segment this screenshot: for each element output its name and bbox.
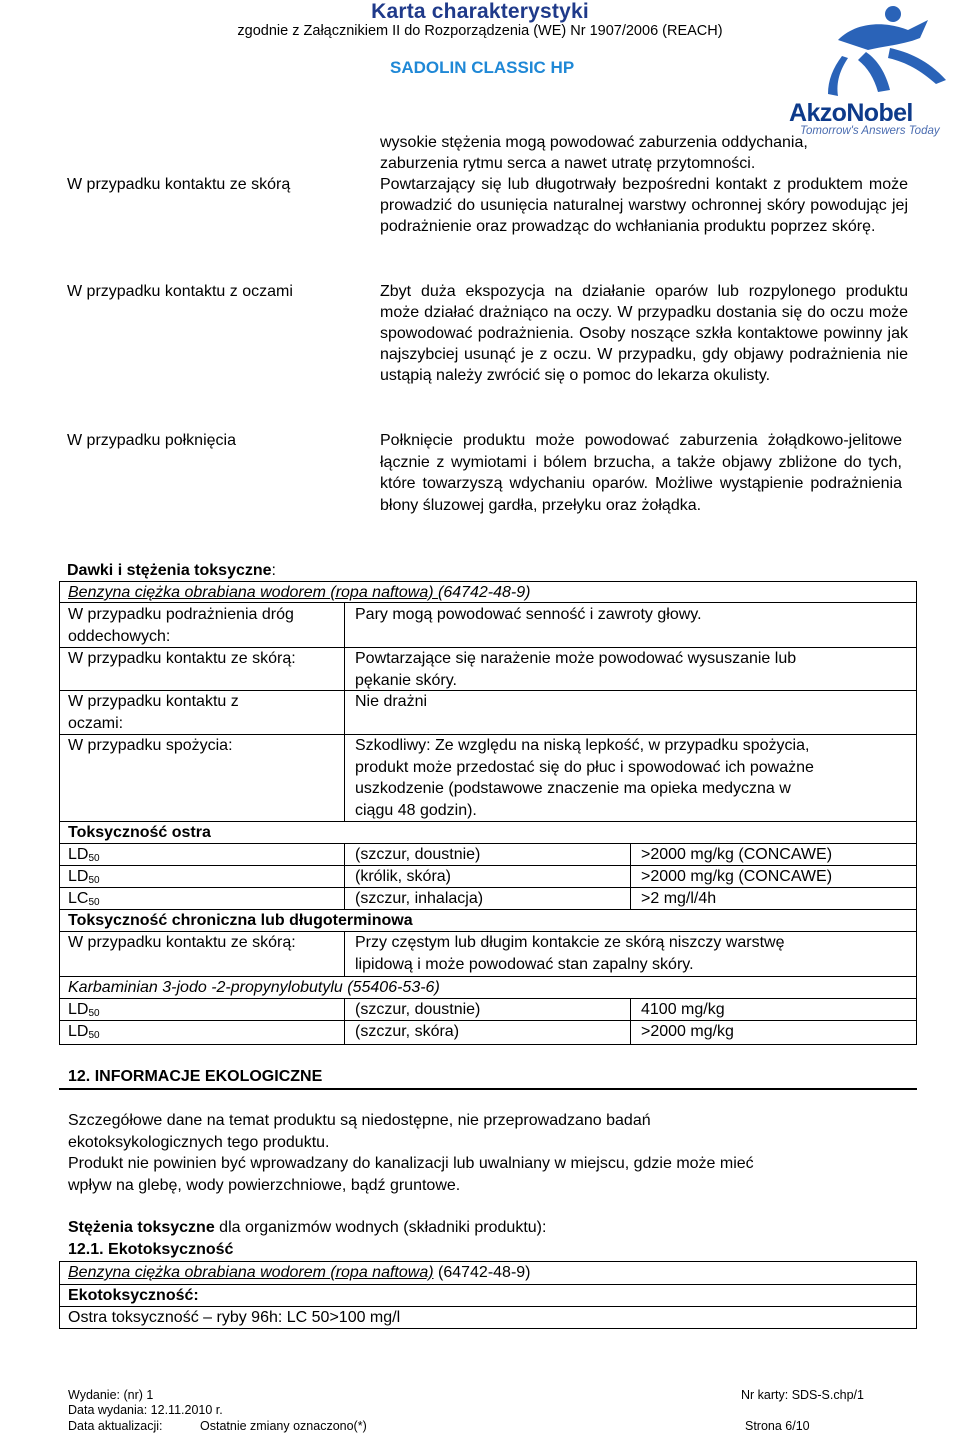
footer-card-number: Nr karty: SDS-S.chp/1 [741, 1388, 864, 1402]
resp-label [68, 604, 294, 647]
substance-1-row [68, 582, 530, 604]
text-line: zaburzenia rytmu serca a nawet utratę przytomności. [380, 155, 756, 172]
skin-label: W przypadku kontaktu ze skórą: [68, 650, 296, 667]
param-sub: 50 [88, 1008, 100, 1019]
tox-doses-heading [67, 560, 276, 582]
text-line: pękanie skóry. [355, 671, 457, 689]
table-rule [630, 998, 631, 1045]
text-line: uszkodzenie (podstawowe znaczenie ma opieka medyczna w [355, 780, 791, 797]
text-line: ekotoksykologicznych tego produktu. [68, 1133, 330, 1151]
ecotox-substance-cas: (64742-48-9) [433, 1264, 531, 1281]
param-sub: 50 [88, 897, 100, 908]
table-rule [344, 602, 345, 821]
ecotox-substance [68, 1262, 531, 1284]
table-rule [344, 931, 345, 976]
text-line: oddechowych: [68, 627, 171, 645]
inhalation-continuation [380, 132, 910, 174]
sub2-row-2-route: (szczur, skóra) [355, 1023, 460, 1040]
sub2-row-1-value: 4100 mg/kg [641, 1001, 725, 1018]
aquatic-tox-line [68, 1217, 546, 1239]
eye-contact-label: W przypadku kontaktu z oczami [67, 283, 293, 300]
text-line: W przypadku podrażnienia dróg [68, 606, 294, 623]
tox-heading-colon: : [271, 562, 276, 579]
product-name: SADOLIN CLASSIC HP [390, 58, 575, 77]
aquatic-tox-bold: Stężenia toksyczne [68, 1219, 215, 1236]
param-base: LD [68, 1001, 89, 1018]
text-line: wysokie stężenia mogą powodować zaburzenia oddychania, [380, 134, 808, 151]
chronic-label: W przypadku kontaktu ze skórą: [68, 934, 296, 951]
document-title: Karta charakterystyki [371, 0, 589, 23]
param-base: LD [68, 1023, 89, 1040]
param-sub: 50 [88, 1030, 100, 1041]
text-line: W przypadku kontaktu z [68, 693, 239, 710]
table-rule [344, 998, 345, 1045]
acute-row-2-route: (królik, skóra) [355, 868, 452, 885]
skin-value [355, 648, 796, 691]
acute-row-3-route: (szczur, inhalacja) [355, 890, 484, 907]
sub2-row-2-param [68, 1021, 100, 1047]
ecotox-substance-name: Benzyna ciężka obrabiana wodorem (ropa naftowa) [68, 1264, 434, 1281]
footer-edition: Wydanie: (nr) 1 [68, 1388, 154, 1402]
skin-contact-text: Powtarzający się lub długotrwały bezpośredni kontakt z produktem może prowadzić do usunięcia naturalnej warstwy ochronnej skóry powodując jej podrażnienie oraz prowadząc do wchłaniania produktu poprzez skórę. [380, 176, 908, 235]
acute-row-1-value: >2000 mg/kg (CONCAWE) [641, 846, 833, 863]
ecotox-value: Ostra toksyczność – ryby 96h: LC 50>100 mg/l [68, 1309, 401, 1326]
ecotox-label: Ekotoksyczność: [68, 1287, 199, 1304]
chronic-value [355, 932, 784, 975]
logo-wordmark: AkzoNobel [789, 99, 913, 127]
text-line: ciągu 48 godzin). [355, 801, 477, 819]
ingestion-label: W przypadku spożycia: [68, 737, 233, 754]
param-sub: 50 [88, 875, 100, 886]
acute-tox-heading: Toksyczność ostra [68, 824, 211, 841]
acute-row-3-value: >2 mg/l/4h [641, 890, 717, 907]
eco-para-2 [68, 1153, 754, 1196]
substance-1-cas: (64742-48-9) [437, 584, 531, 601]
param-base: LD [68, 846, 89, 863]
acute-row-1-route: (szczur, doustnie) [355, 846, 481, 863]
text-line: produkt może przedostać się do płuc i spowodować ich poważne [355, 758, 814, 776]
footer-page-number: Strona 6/10 [745, 1419, 810, 1433]
text-line: Szczegółowe dane na temat produktu są niedostępne, nie przeprowadzano badań [68, 1112, 651, 1129]
document-subtitle: zgodnie z Załącznikiem II do Rozporządzenia (WE) Nr 1907/2006 (REACH) [237, 23, 723, 39]
param-sub: 50 [88, 853, 100, 864]
substance-1-name: Benzyna ciężka obrabiana wodorem (ropa naftowa) [68, 584, 438, 601]
footer-update-value: Ostatnie zmiany oznaczono(*) [200, 1419, 367, 1433]
acute-row-2-value: >2000 mg/kg (CONCAWE) [641, 868, 833, 885]
text-line: wpływ na glebę, wody powierzchniowe, bądź gruntowe. [68, 1176, 461, 1194]
sub2-row-1-route: (szczur, doustnie) [355, 1001, 481, 1018]
eco-para-1 [68, 1110, 651, 1153]
text-line: oczami: [68, 714, 124, 732]
ingestion-value [355, 735, 814, 821]
skin-contact-label: W przypadku kontaktu ze skórą [67, 176, 291, 193]
text-line: Przy częstym lub długim kontakcie ze skórą niszczy warstwę [355, 934, 785, 951]
substance-2-name: Karbaminian 3-jodo -2-propynylobutylu (55406-53-6) [68, 979, 440, 996]
aquatic-tox-rest: dla organizmów wodnych (składniki produktu): [214, 1219, 547, 1236]
eyes-value: Nie drażni [355, 693, 428, 710]
table-rule [344, 843, 345, 909]
resp-value: Pary mogą powodować senność i zawroty głowy. [355, 606, 702, 623]
tox-heading-text: Dawki i stężenia toksyczne [67, 562, 272, 579]
param-base: LD [68, 868, 89, 885]
text-line: Powtarzające się narażenie może powodować wysuszanie lub [355, 650, 797, 667]
param-base: LC [68, 890, 89, 907]
section-12-heading: 12. INFORMACJE EKOLOGICZNE [68, 1068, 323, 1085]
text-line: Szkodliwy: Ze względu na niską lepkość, w przypadku spożycia, [355, 737, 810, 754]
footer-issue-date: Data wydania: 12.11.2010 r. [68, 1403, 223, 1417]
table-rule [630, 843, 631, 909]
text-line: lipidową i może powodować stan zapalny skóry. [355, 955, 694, 973]
sub2-row-2-value: >2000 mg/kg [641, 1023, 734, 1040]
swallow-label: W przypadku połknięcia [67, 432, 236, 449]
footer-update-label: Data aktualizacji: [68, 1419, 163, 1433]
table-rule [59, 1020, 917, 1021]
swallow-text: Połknięcie produktu może powodować zaburzenia żołądkowo-jelitowe łącznie z wymiotami i bólem brzucha, a także objawy zbliżone do tych, które towarzyszą wdychaniu oparów. Możliwe wystąpienie podrażnienia błony śluzowej gardła, przełyku oraz żołądka. [380, 432, 902, 514]
text-line: Produkt nie powinien być wprowadzany do kanalizacji lub uwalniany w miejscu, gdzie może mieć [68, 1155, 754, 1172]
eye-contact-text: Zbyt duża ekspozycja na działanie oparów lub rozpylonego produktu może działać drażniąco na oczy. W przypadku dostania się do oczu może spowodować podrażnienia. Osoby noszące szkła kontaktowe powinny jak najszybciej usunąć je z oczu. W przypadku, gdy objawy podrażnienia nie ustąpią należy zwrócić się o pomoc do lekarza okulisty. [380, 283, 908, 384]
section-rule [59, 1088, 917, 1090]
logo-tagline: Tomorrow's Answers Today [800, 125, 940, 137]
eyes-label [68, 691, 239, 734]
chronic-tox-heading: Toksyczność chroniczna lub długoterminowa [68, 912, 413, 929]
ecotox-subheading: 12.1. Ekotoksyczność [68, 1241, 234, 1258]
